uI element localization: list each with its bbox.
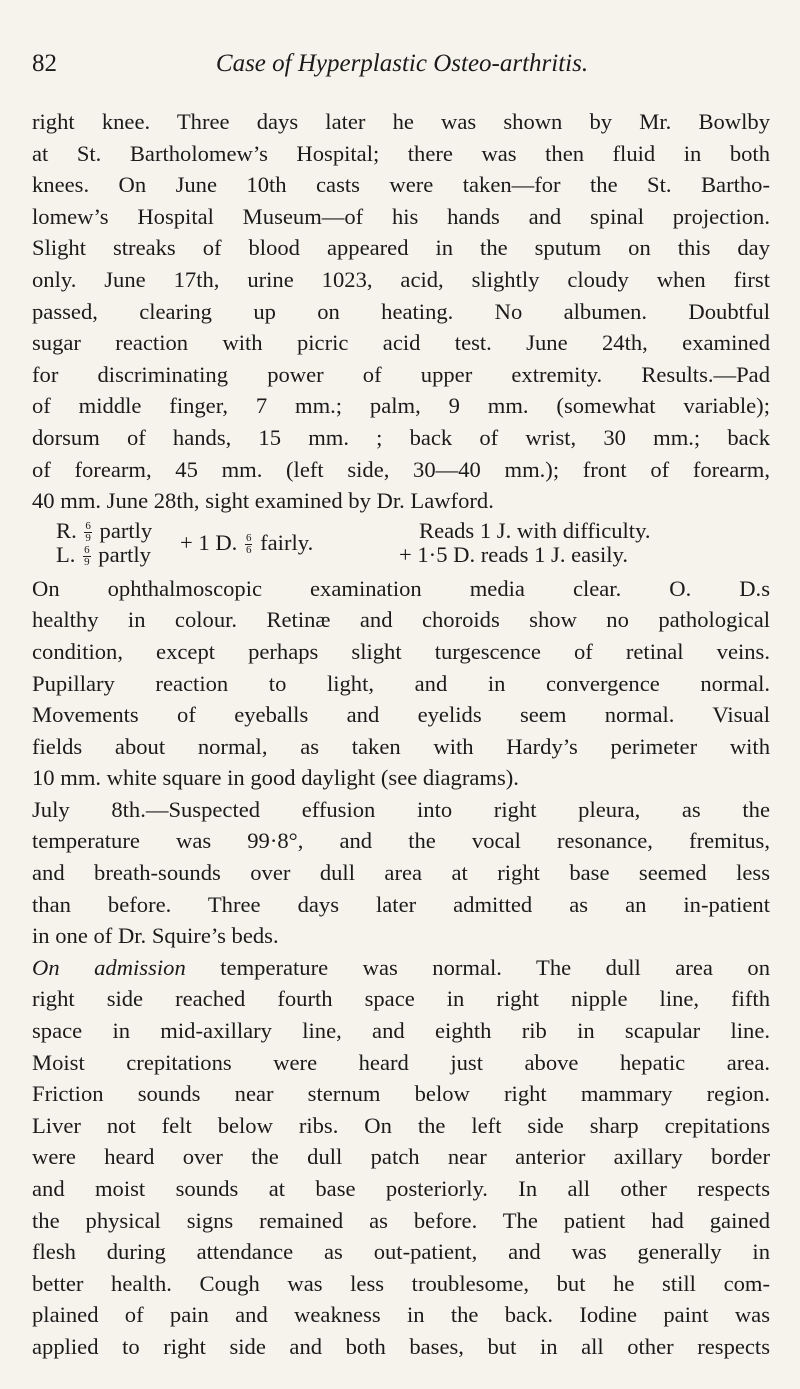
- text-line: for discriminating power of upper extremity. Results.—Pad: [32, 361, 770, 387]
- correction-fairly: [180, 527, 313, 559]
- text-line: space in mid-axillary line, and eighth rib in scapular line.: [32, 1018, 770, 1044]
- text-line: Movements of eyeballs and eyelids seem normal. Visual: [32, 702, 770, 728]
- text-line: in one of Dr. Squire’s beds.: [32, 923, 279, 949]
- text-line: right side reached fourth space in right nipple line, fifth: [32, 986, 770, 1012]
- partly-label: partly: [99, 517, 153, 543]
- text-line: Moist crepitations were heard just above hepatic area.: [32, 1049, 770, 1075]
- text-line: only. June 17th, urine 1023, acid, slightly cloudy when first: [32, 266, 770, 292]
- text-line: Friction sounds near sternum below right mammary region.: [32, 1081, 770, 1107]
- plus-one-dioptre: + 1 D.: [180, 529, 238, 555]
- text-line: the physical signs remained as before. The patient had gained: [32, 1207, 770, 1233]
- text-line: Liver not felt below ribs. On the left side sharp crepitations: [32, 1112, 770, 1138]
- text-line: Pupillary reaction to light, and in convergence normal.: [32, 670, 770, 696]
- acuity-fraction: $\frac{6}{9}$: [84, 544, 90, 569]
- left-eye-label: L.: [56, 541, 76, 567]
- text-line: flesh during attendance as out-patient, and was generally in: [32, 1239, 770, 1265]
- text-line: knees. On June 10th casts were taken—for the St. Bartho-: [32, 172, 770, 198]
- text-line: of middle finger, 7 mm.; palm, 9 mm. (somewhat variable);: [32, 393, 770, 419]
- fairly-label: fairly.: [260, 529, 314, 555]
- text-line: applied to right side and both bases, but in all other respects: [32, 1333, 770, 1359]
- text-line: and moist sounds at base posteriorly. In all other respects: [32, 1176, 770, 1201]
- text-line: July 8th.—Suspected effusion into right pleura, as the: [32, 796, 770, 822]
- text-line: passed, clearing up on heating. No albumen. Doubtful: [32, 298, 770, 324]
- text-line: fields about normal, as taken with Hardy’s perimeter with: [32, 733, 770, 759]
- text-line: plained of pain and weakness in the back. Iodine paint was: [32, 1302, 770, 1328]
- text-line: condition, except perhaps slight turgescence of retinal veins.: [32, 638, 770, 664]
- text-line: and breath-sounds over dull area at right base seemed less: [32, 860, 770, 886]
- page-header: [32, 50, 772, 84]
- partly-label: partly: [98, 541, 151, 567]
- text-line: Slight streaks of blood appeared in the sputum on this day: [32, 235, 770, 261]
- admission-line: [32, 952, 770, 984]
- admission-italic: On admission: [32, 954, 186, 980]
- text-line: temperature was 99·8°, and the vocal resonance, fremitus,: [32, 828, 770, 854]
- left-eye-acuity: [56, 539, 151, 571]
- text-line: better health. Cough was less troublesome, but he still com-: [32, 1270, 770, 1296]
- left-eye-reading: + 1·5 D. reads 1 J. easily.: [399, 541, 629, 567]
- text-line: of forearm, 45 mm. (left side, 30—40 mm.); front of forearm,: [32, 456, 770, 482]
- text-line: were heard over the dull patch near anterior axillary border: [32, 1144, 770, 1170]
- right-eye-label: R.: [56, 517, 77, 543]
- text-line: sugar reaction with picric acid test. June 24th, examined: [32, 330, 770, 356]
- admission-rest: temperature was normal. The dull area on: [185, 954, 770, 980]
- acuity-fraction: $\frac{6}{9}$: [85, 520, 91, 545]
- body-text: [32, 106, 770, 1363]
- page-number: 82: [32, 50, 57, 77]
- text-line: On ophthalmoscopic examination media clear. O. D.s: [32, 575, 770, 601]
- right-eye-reading: Reads 1 J. with difficulty.: [419, 517, 651, 543]
- text-line: than before. Three days later admitted as an in-patient: [32, 891, 770, 917]
- fairly-fraction: $\frac{6}{6}$: [245, 532, 252, 557]
- text-line: healthy in colour. Retinæ and choroids show no pathological: [32, 607, 770, 633]
- text-line: dorsum of hands, 15 mm. ; back of wrist, 30 mm.; back: [32, 424, 770, 450]
- running-title: Case of Hyperplastic Osteo-arthritis.: [215, 50, 589, 77]
- visual-acuity-block: [32, 517, 770, 573]
- text-line: at St. Bartholomew’s Hospital; there was then fluid in both: [32, 140, 770, 166]
- text-line: right knee. Three days later he was shown by Mr. Bowlby: [32, 109, 770, 134]
- text-line: lomew’s Hospital Museum—of his hands and spinal projection.: [32, 203, 770, 229]
- text-line: 10 mm. white square in good daylight (see diagrams).: [32, 765, 519, 791]
- text-line: 40 mm. June 28th, sight examined by Dr. Lawford.: [32, 488, 494, 514]
